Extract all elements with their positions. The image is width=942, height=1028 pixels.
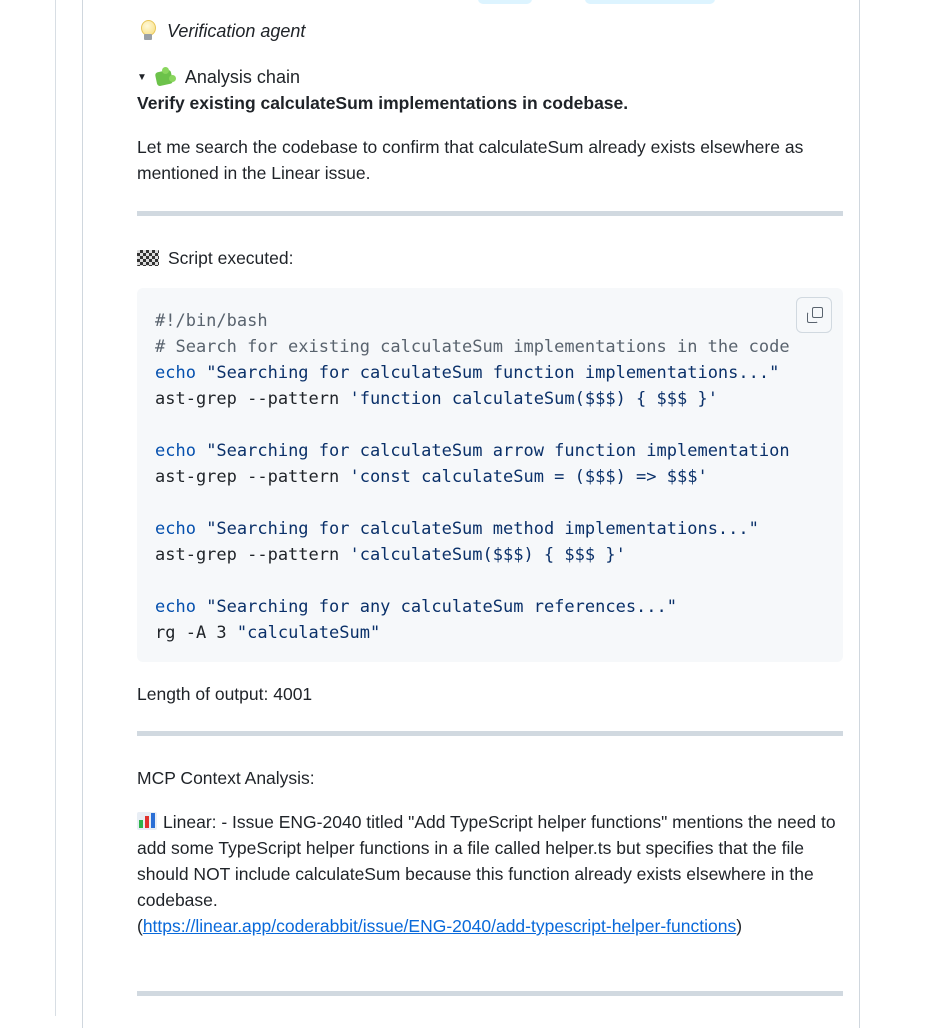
script-executed-label: Script executed: [168,248,294,268]
mcp-linear-context [137,809,843,939]
paren-close: ) [736,916,743,936]
code-line [155,620,790,646]
code-token: 'const calculateSum = ($$$) => $$$' [349,467,708,487]
code-token: "Searching for calculateSum arrow function implementation [195,441,790,461]
code-token: "Searching for any calculateSum references..." [195,597,677,617]
analysis-title: Verify existing calculateSum implementations in codebase. [137,93,629,113]
analysis-chain-label: Analysis chain [184,67,300,87]
divider [137,731,843,736]
code-token: "Searching for calculateSum method implementations..." [195,519,759,539]
code-token: echo [155,441,196,461]
code-line [155,490,790,516]
divider [137,991,843,996]
code-line [155,464,790,490]
code-line [155,308,790,334]
paren-open: ( [137,916,143,936]
tag-pill [585,0,715,4]
output-length: Length of output: 4001 [137,684,313,704]
verification-label: Verification agent [167,21,306,41]
analysis-chain-toggle[interactable] [137,63,843,91]
code-token: 'function calculateSum($$$) { $$$ }' [349,389,718,409]
code-token: ast-grep --pattern [155,467,350,487]
code-token: echo [155,519,196,539]
analysis-intro: Let me search the codebase to confirm that calculateSum already exists elsewhere as mentioned in the Linear issue. [137,137,804,183]
checkered-flag-icon [137,250,159,266]
code-line [155,438,790,464]
verification-agent [137,18,843,44]
lightbulb-icon [137,19,159,43]
code-token: ast-grep --pattern [155,545,350,565]
code-line [155,334,790,360]
code-line [155,412,790,438]
code-line [155,516,790,542]
tag-pill [478,0,532,4]
linear-text: Linear: - Issue ENG-2040 titled "Add TypeScript helper functions" mentions the need to add some TypeScript helper functions in a file called helper.ts but specifies that the file should NOT include calculateSum because this function already exists elsewhere in the codebase. [137,812,836,910]
divider [137,211,843,216]
code-line [155,542,790,568]
linear-issue-link[interactable]: https://linear.app/coderabbit/issue/ENG-2040/add-typescript-helper-functions [142,916,737,936]
code-block [137,288,843,662]
code-content [155,308,790,646]
code-token: echo [155,597,196,617]
script-executed-heading [137,245,843,271]
code-token: echo [155,363,196,383]
thread-border [55,0,56,1016]
mcp-heading: MCP Context Analysis: [137,768,315,788]
puzzle-icon [153,66,177,88]
disclosure-triangle-icon[interactable]: ▼ [137,72,147,83]
code-line [155,386,790,412]
code-token: "Searching for calculateSum function implementations..." [195,363,780,383]
copy-button[interactable] [796,297,832,333]
code-token: #!/bin/bash [155,311,268,331]
code-line [155,594,790,620]
code-token: "calculateSum" [236,623,381,643]
code-line [155,360,790,386]
bar-chart-icon [137,812,157,830]
code-token: 'calculateSum($$$) { $$$ }' [349,545,626,565]
code-token: # Search for existing calculateSum implementations in the code [155,337,790,357]
code-token: ast-grep --pattern [155,389,350,409]
code-line [155,568,790,594]
code-token: rg -A 3 [155,623,237,643]
